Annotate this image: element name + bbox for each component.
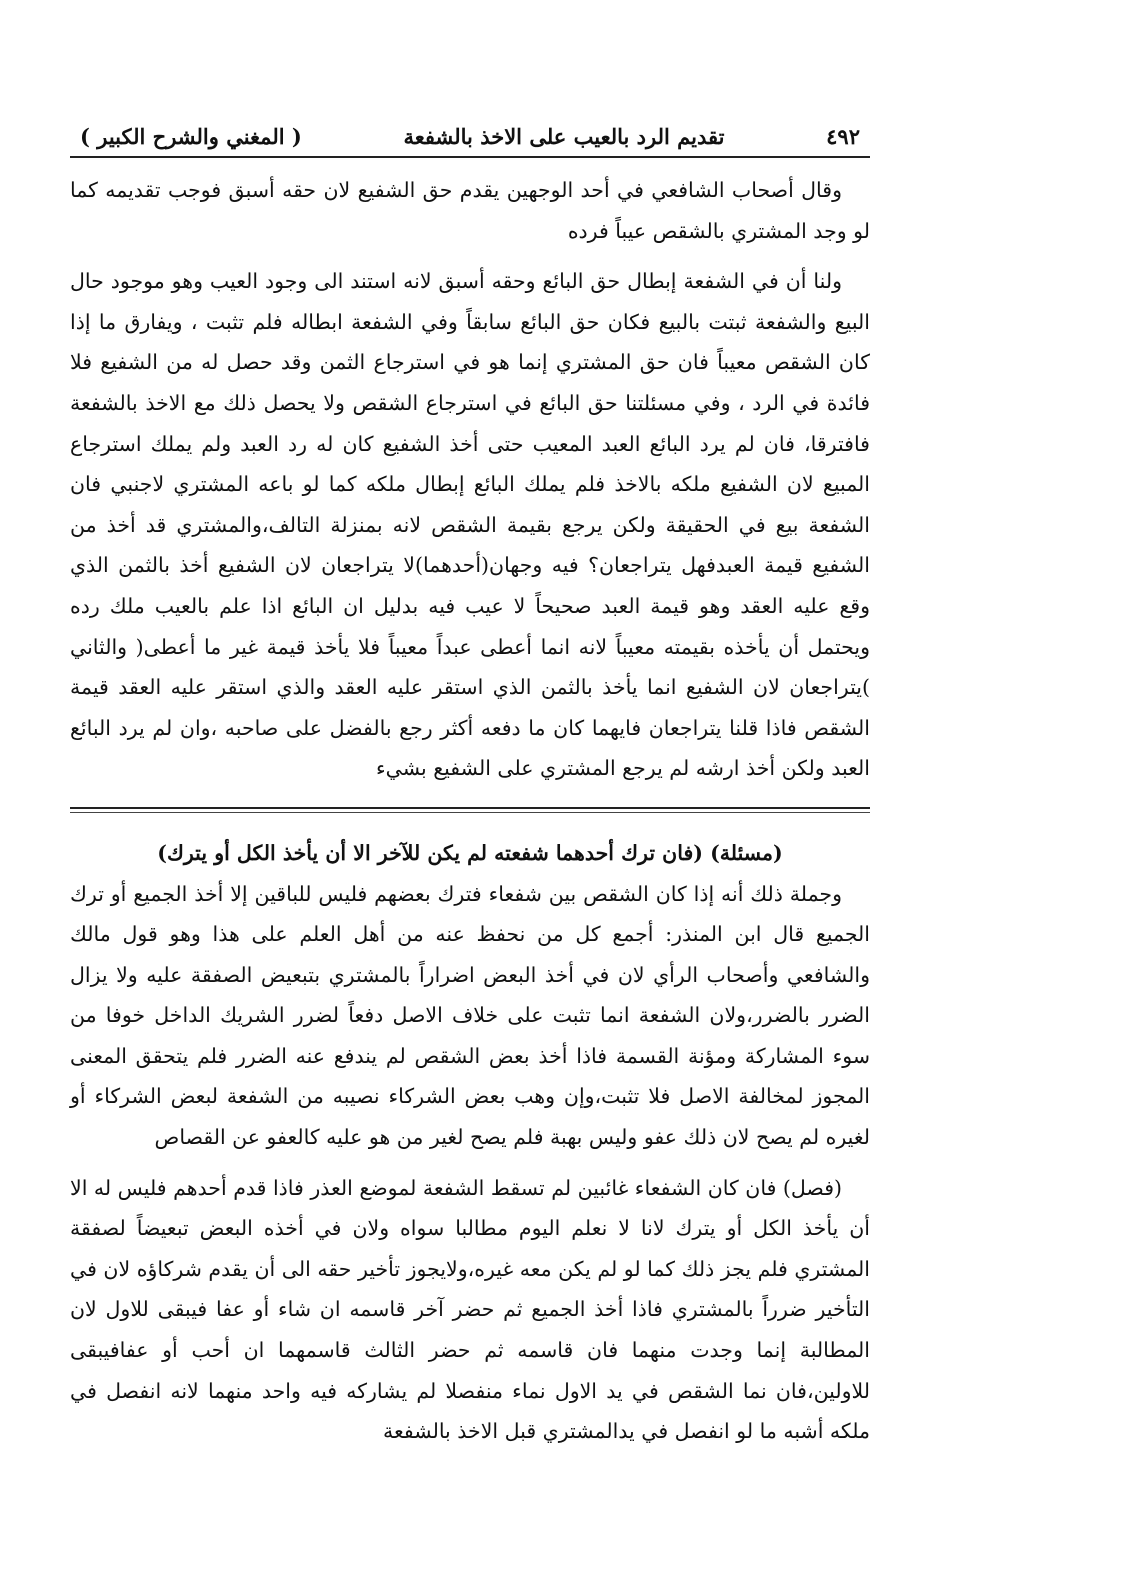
- book-page: [70, 118, 870, 1452]
- section-divider: [70, 807, 870, 813]
- paragraph-our-view: ولنا أن في الشفعة إبطال حق البائع وحقه أسبق لانه استند الى وجود العيب وهو موجود حال البيع والشفعة ثبتت بالبيع فكان حق البائع سابقاً وفي الشفعة ابطاله فلم تثبت ، ويفارق ما إذا كان الشقص معيباً فان حق المشتري إنما هو في استرجاع الثمن وقد حصل له من الشفيع فلا فائدة في الرد ، وفي مسئلتنا حق البائع في استرجاع الشقص ولا يحصل ذلك مع الاخذ بالشفعة فافترقا، فان لم يرد البائع العبد المعيب حتى أخذ الشفيع كان له رد العبد ولم يملك استرجاع المبيع لان الشفيع ملكه بالاخذ فلم يملك البائع إبطال ملكه كما لو باعه المشتري لاجنبي فان الشفعة بيع في الحقيقة ولكن يرجع بقيمة الشقص لانه بمنزلة التالف،والمشتري قد أخذ من الشفيع قيمة العبدفهل يتراجعان؟ فيه وجهان(أحدهما)لا يتراجعان لان الشفيع أخذ بالثمن الذي وقع عليه العقد وهو قيمة العبد صحيحاً لا عيب فيه بدليل ان البائع اذا علم بالعيب ملك رده ويحتمل أن يأخذه بقيمته معيباً لانه انما أعطى عبداً معيباً فلا يأخذ قيمة غير ما أعطى( والثاني )يتراجعان لان الشفيع انما يأخذ بالثمن الذي استقر عليه العقد والذي استقر عليه العقد قيمة الشقص فاذا قلنا يتراجعان فايهما كان ما دفعه أكثر رجع بالفضل على صاحبه ،وان لم يرد البائع العبد ولكن أخذ ارشه لم يرجع المشتري على الشفيع بشيء: [70, 269, 870, 781]
- paragraph-fasl: (فصل) فان كان الشفعاء غائبين لم تسقط الشفعة لموضع العذر فاذا قدم أحدهم فليس له الا أن يأخذ الكل أو يترك لانا لا نعلم اليوم مطالبا سواه ولان في أخذه البعض تبعيضاً لصفقة المشتري فلم يجز ذلك كما لو لم يكن معه غيره،ولايجوز تأخير حقه الى أن يقدم شركاؤه لان في التأخير ضرراً بالمشتري فاذا أخذ الجميع ثم حضر آخر قاسمه ان شاء أو عفا فيبقى للاول لان المطالبة إنما وجدت منهما فان قاسمه ثم حضر الثالث قاسمهما ان أحب أو عفافيبقى للاولين،فان نما الشقص في يد الاول نماء منفصلا لم يشاركه فيه واحد منهما لانه انفصل في ملكه أشبه ما لو انفصل في يدالمشتري قبل الاخذ بالشفعة: [70, 1175, 870, 1444]
- page-header: [70, 118, 870, 156]
- masala-heading: (مسئلة) (فان ترك أحدهما شفعته لم يكن للآخر الا أن يأخذ الكل أو يترك): [157, 840, 783, 865]
- paragraph-summary: وجملة ذلك أنه إذا كان الشقص بين شفعاء فترك بعضهم فليس للباقين إلا أخذ الجميع أو ترك الجميع قال ابن المنذر: أجمع كل من نحفظ عنه من أهل العلم على هذا وهو قول مالك والشافعي وأصحاب الرأي لان في أخذ البعض اضراراً بالمشتري بتبعيض الصفقة عليه ولا يزال الضرر بالضرر،ولان الشفعة انما تثبت على خلاف الاصل دفعاً لضرر الشريك الداخل خوفا من سوء المشاركة ومؤنة القسمة فاذا أخذ بعض الشقص لم يندفع عنه الضرر فلم يتحقق المعنى المجوز لمخالفة الاصل فلا تثبت،وإن وهب بعض الشركاء نصيبه من الشفعة لبعض الشركاء أو لغيره لم يصح لان ذلك عفو وليس بهبة فلم يصح لغير من هو عليه كالعفو عن القصاص: [70, 881, 870, 1150]
- page-number: ٤٩٢: [826, 124, 860, 149]
- running-title: تقديم الرد بالعيب على الاخذ بالشفعة: [403, 124, 725, 149]
- paragraph-shafii-view: وقال أصحاب الشافعي في أحد الوجهين يقدم حق الشفيع لان حقه أسبق فوجب تقديمه كما لو وجد المشتري بالشقص عيباً فرده: [70, 178, 870, 243]
- book-title: ( المغني والشرح الكبير ): [80, 124, 302, 149]
- header-rule: [70, 156, 870, 158]
